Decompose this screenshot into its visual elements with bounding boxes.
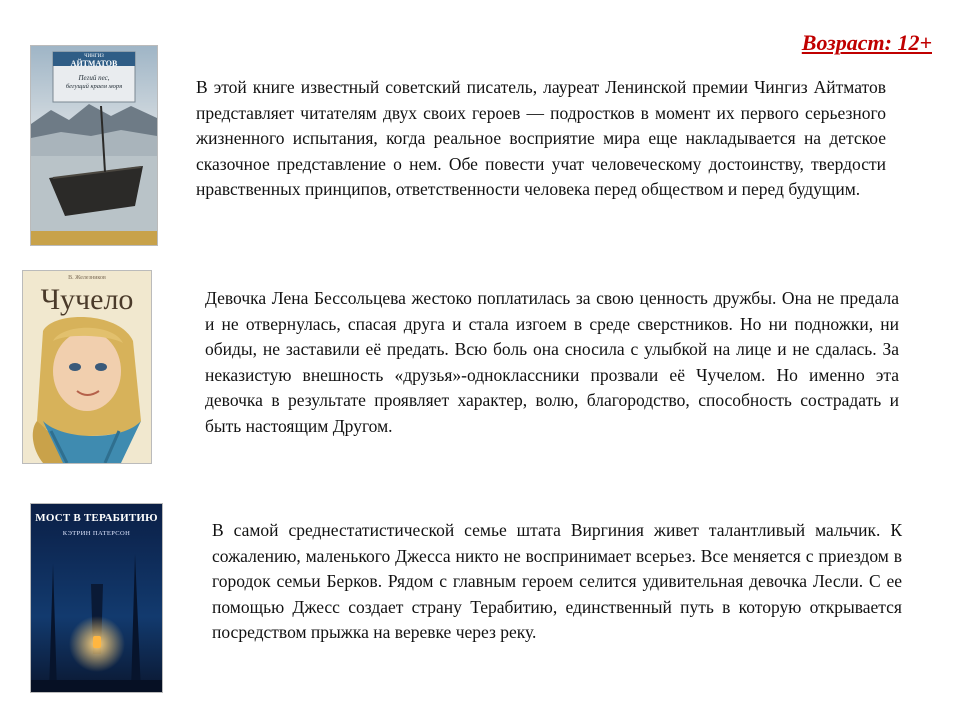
book-cover-terabithia — [30, 503, 163, 693]
book-description-terabithia: В самой среднестатистической семье штата Виргиния живет талантливый мальчик. К сожалению, маленького Джесса никто не воспринимает всерьез. Все меняется с приездом в городок семьи Берков. Рядом с главным героем селится удивительная девочка Лесли. С ее помощью Джесс создает страну Терабитию, единственный путь в которую открывается посредством прыжка на веревке через реку. — [212, 520, 902, 643]
cover-author: В. Железников — [68, 275, 106, 281]
cover-author-main: АЙТМАТОВ — [70, 59, 118, 68]
book-description-aitmatov: В этой книге известный советский писатель, лауреат Ленинской премии Чингиз Айтматов представляет читателям двух своих героев — подростков в момент их первого серьезного жизненного испытания, когда реальное восприятие мира еще накладывается на детское сказочное представление о нем. Обе повести учат человеческому достоинству, твердости нравственных принципов, ответственности человека перед обществом и перед будущим. — [196, 77, 886, 200]
age-rating: Возраст: 12+ — [801, 30, 932, 55]
cover-title-line2: бегущий краем моря — [65, 83, 123, 90]
cover-author: КЭТРИН ПАТЕРСОН — [62, 530, 131, 537]
book-cover-aitmatov — [30, 45, 158, 246]
book-cover-chuchelo — [22, 270, 152, 464]
cover-title: Чучело — [40, 283, 134, 316]
book-description-chuchelo: Девочка Лена Бессольцева жестоко поплатилась за свою ценность дружбы. Она не предала и не отвернулась, спасая друга и стала изгоем в среде сверстников. Но ни подножки, ни обиды, не заставили её предать. Всю боль она сносила с улыбкой на лице и не сдалась. За неказистую внешность «друзья»-одноклассники прозвали её Чучелом. Но именно эта девочка в результате проявляет характер, волю, благородство, способность сострадать и быть настоящим Другом. — [205, 288, 899, 436]
cover-title-line1: Пегий пес, — [78, 74, 110, 82]
cover-title: МОСТ В ТЕРАБИТИЮ — [35, 512, 158, 524]
cover-author-top: ЧИНГИЗ — [84, 54, 104, 59]
